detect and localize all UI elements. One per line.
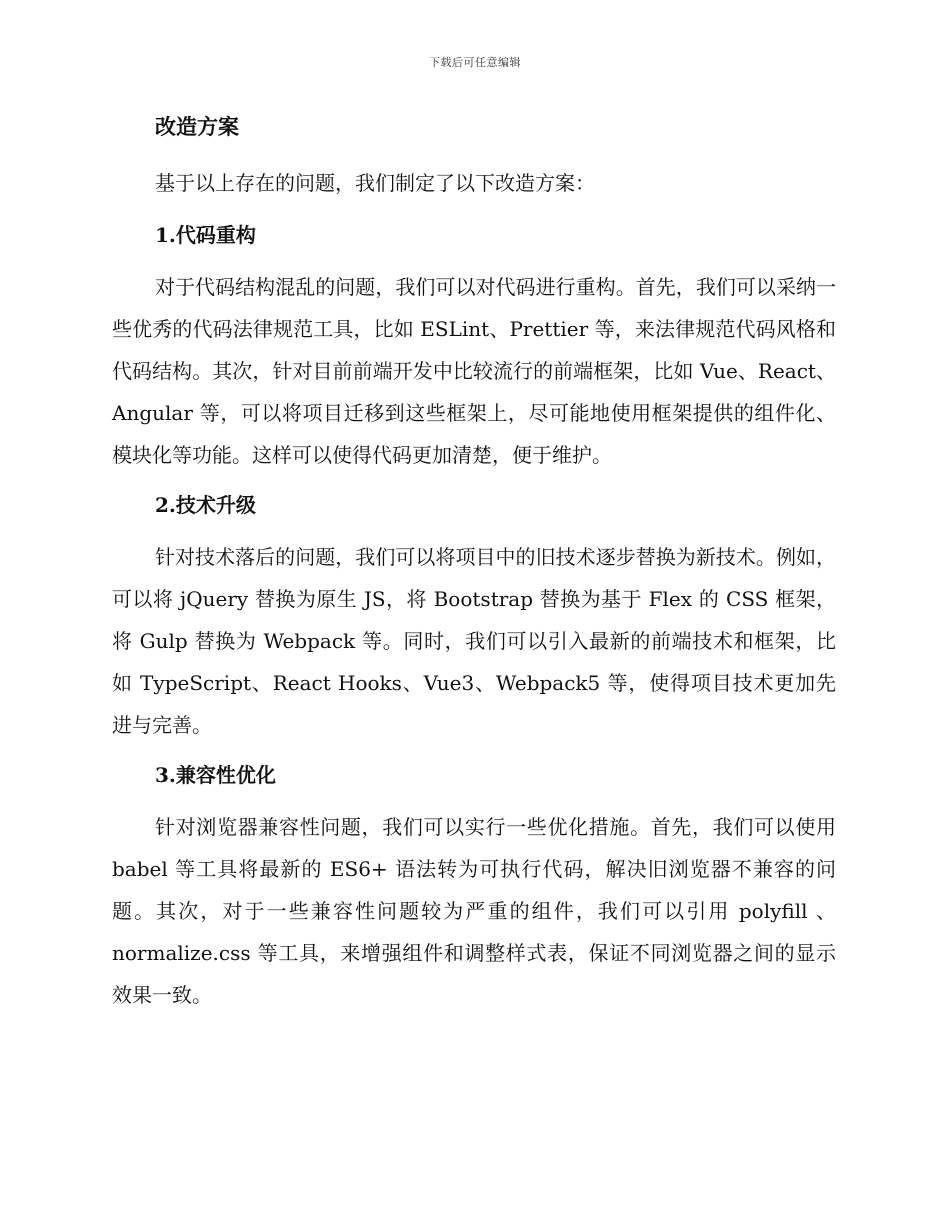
- subsection-body-code-refactor: 对于代码结构混乱的问题，我们可以对代码进行重构。首先，我们可以采纳一些优秀的代码法律规范工具，比如 ESLint、Prettier 等，来法律规范代码风格和代码结构。其次，针对目前前端开发中比较流行的前端框架，比如 Vue、React、Angular 等，可以将项目迁移到这些框架上，尽可能地使用框架提供的组件化、模块化等功能。这样可以使得代码更加清楚，便于维护。: [112, 275, 836, 467]
- section-title: 改造方案: [155, 114, 239, 139]
- subsection-body-compatibility: 针对浏览器兼容性问题，我们可以实行一些优化措施。首先，我们可以使用 babel 等工具将最新的 ES6+ 语法转为可执行代码，解决旧浏览器不兼容的问题。其次，对于一些兼容性问题较为严重的组件，我们可以引用 polyfill 、normalize.css 等工具，来增强组件和调整样式表，保证不同浏览器之间的显示效果一致。: [112, 815, 836, 1007]
- section-intro: 基于以上存在的问题，我们制定了以下改造方案：: [155, 171, 595, 195]
- subsection-title-tech-upgrade: 2.技术升级: [155, 493, 256, 517]
- subsection-title-code-refactor: 1.代码重构: [155, 223, 256, 247]
- subsection-title-compatibility: 3.兼容性优化: [155, 763, 276, 787]
- subsection-body-tech-upgrade: 针对技术落后的问题，我们可以将项目中的旧技术逐步替换为新技术。例如，可以将 jQuery 替换为原生 JS，将 Bootstrap 替换为基于 Flex 的 CSS 框架，将 Gulp 替换为 Webpack 等。同时，我们可以引入最新的前端技术和框架，比如 TypeScript、React Hooks、Vue3、Webpack5 等，使得项目技术更加先进与完善。: [112, 545, 836, 737]
- document-body: [112, 108, 836, 1016]
- page-header: 下载后可任意编辑: [429, 56, 521, 69]
